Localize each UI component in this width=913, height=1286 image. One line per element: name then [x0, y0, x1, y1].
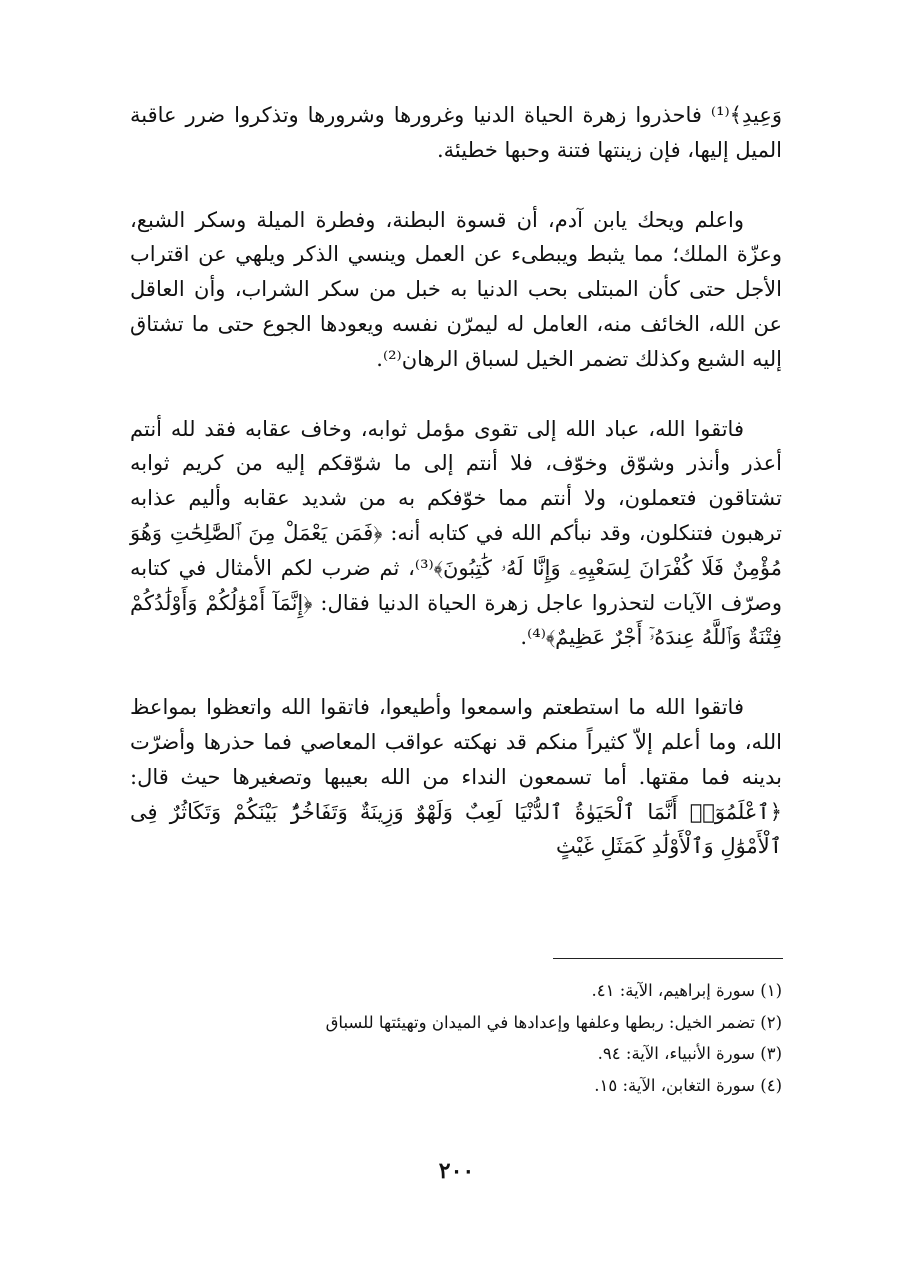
paragraph-2: واعلم ويحك يابن آدم، أن قسوة البطنة، وفطرة الميلة وسكر الشبع، وعزّة الملك؛ مما يثبط ويبطىء عن العمل وينسي الذكر ويلهي عن اقتراب الأجل حتى كأن المبتلى بحب الدنيا به خبل من سكر الشراب، وأن العاقل عن الله، الخائف منه، العامل له ليمرّن نفسه ويعودها الجوع حتى ما تشتاق إليه الشبع وكذلك تضمر الخيل لسباق الرهان⁽²⁾.: [130, 207, 782, 371]
footnote-1: (١) سورة إبراهيم، الآية: ٤١.: [591, 981, 782, 1000]
footnotes: [130, 975, 782, 1101]
page-number: ٢٠٠: [438, 1158, 475, 1184]
footnote-2: (٢) تضمر الخيل: ربطها وعلفها وإعدادها في الميدان وتهيئتها للسباق: [325, 1012, 782, 1032]
footnote-3: (٣) سورة الأنبياء، الآية: ٩٤.: [597, 1044, 782, 1063]
footnote-4: (٤) سورة التغابن، الآية: ١٥.: [594, 1075, 782, 1095]
footnote-divider: [553, 958, 783, 959]
main-text: [130, 98, 782, 864]
paragraph-1: وَعِيدِ﴾⁽¹⁾ فاحذروا زهرة الحياة الدنيا وغرورها وشرورها وتذكروا ضرر عاقبة الميل إليها، فإن زينتها فتنة وحبها خطيئة.: [130, 103, 782, 162]
paragraph-3: فاتقوا الله، عباد الله إلى تقوى مؤمل ثوابه، وخاف عقابه فقد لله أنتم أعذر وأنذر وشوّق وخوّف، فلا أنتم إلى ما شوّقكم إليه من كريم ثوابه تشتاقون فتعملون، ولا أنتم مما خوّفكم به من شديد عقابه وأليم عذابه ترهبون فتنكلون، وقد نبأكم الله في كتابه أنه: ﴿فَمَن يَعْمَلْ مِنَ ٱلصَّٰلِحَٰتِ وَهُوَ مُؤْمِنٌ فَلَا كُفْرَانَ لِسَعْيِهِۦ وَإِنَّا لَهُۥ كَٰتِبُونَ﴾⁽³⁾، ثم ضرب لكم الأمثال في كتابه وصرّف الآيات لتحذروا عاجل زهرة الحياة الدنيا فقال: ﴿إِنَّمَآ أَمْوَٰلُكُمْ وَأَوْلَٰدُكُمْ فِتْنَةٌ وَٱللَّهُ عِندَهُۥٓ أَجْرٌ عَظِيمٌ﴾⁽⁴⁾.: [130, 416, 782, 650]
paragraph-4: فاتقوا الله ما استطعتم واسمعوا وأطيعوا، فاتقوا الله واتعظوا بمواعظ الله، وما أعلم إلاّ كثيراً منكم قد نهكته عواقب المعاصي فما حذرها وأضرّت بدينه فما مقتها. أما تسمعون النداء من الله بعيبها وتصغيرها حيث قال: ﴿ٱعْلَمُوٓا۟ أَنَّمَا ٱلْحَيَوٰةُ ٱلدُّنْيَا لَعِبٌ وَلَهْوٌ وَزِينَةٌ وَتَفَاخُرٌۢ بَيْنَكُمْ وَتَكَاثُرٌ فِى ٱلْأَمْوَٰلِ وَٱلْأَوْلَٰدِ كَمَثَلِ غَيْثٍ: [130, 695, 782, 859]
